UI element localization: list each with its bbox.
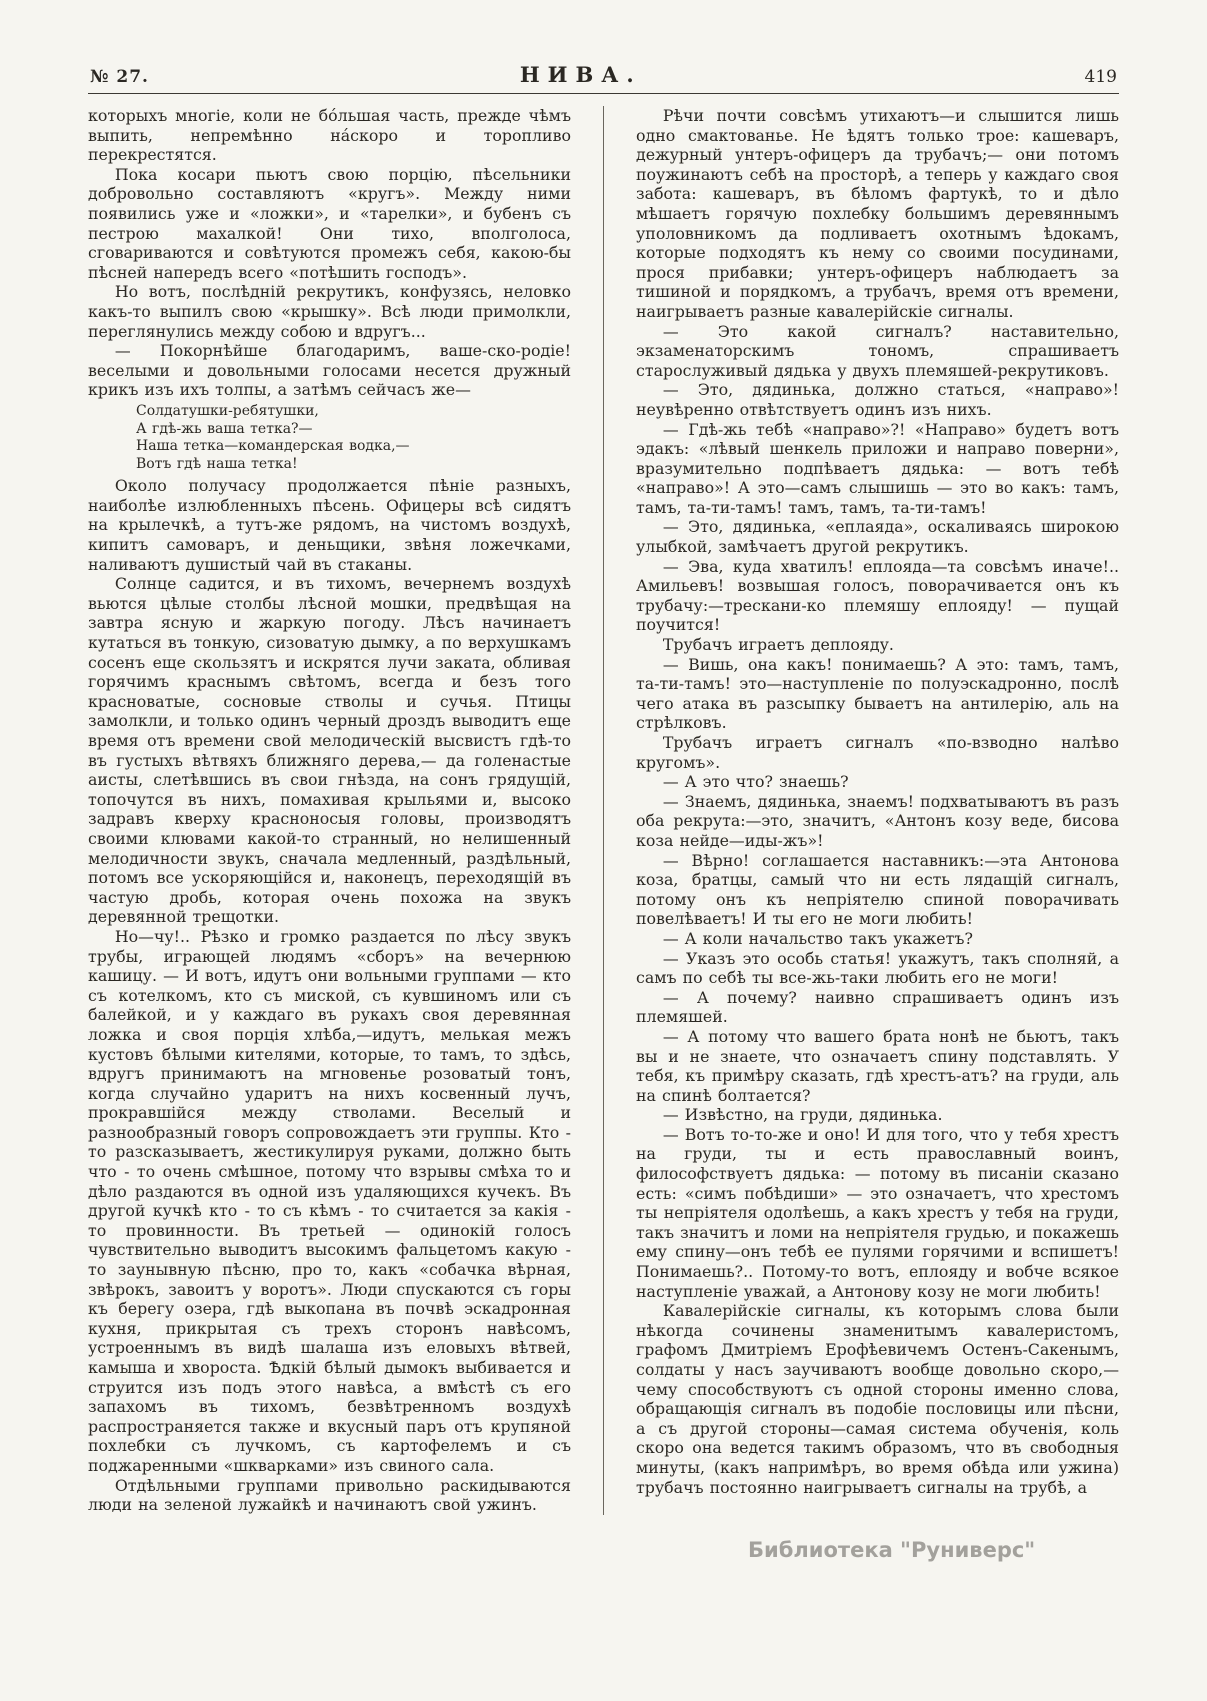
paragraph: Трубачъ играетъ сигналъ «по-взводно налѣво кругомъ».	[636, 733, 1119, 772]
paragraph: — Вотъ то-то-же и оно! И для того, что у тебя хрестъ на груди, ты и есть православный воинъ, философствуетъ дядька: — потому въ писаніи сказано есть: «симъ побѣдиши» — это означаетъ, что хрестомъ ты непріятеля одолѣешь, а какъ хрестъ у тебя на груди, такъ значитъ и ломи на непріятеля грудью, и покажешь ему спину—онъ тебѣ ее пулями горячими и вспишетъ! Понимаешь?.. Потому-то вотъ, еплояду и вобче всякое наступленіе уважай, а Антонову козу не моги любить!	[636, 1124, 1119, 1301]
header-rule	[88, 93, 1119, 94]
page-number: 419	[1084, 67, 1117, 87]
paragraph: Пока косари пьютъ свою порцію, пѣсельники добровольно составляютъ «кругъ». Между ними появились уже и «ложки», и «тарелки», и бубенъ съ пестрою махалкой! Они тихо, вполголоса, сговариваются и совѣтуются промежъ себя, какою-бы пѣсней напередъ всего «потѣшить господъ».	[88, 164, 571, 282]
paragraph: которыхъ многіе, коли не бо́льшая часть, прежде чѣмъ выпить, непремѣнно на́скоро и торопливо перекрестятся.	[88, 106, 571, 165]
paragraph: — Извѣстно, на груди, дядинька.	[662, 1105, 943, 1125]
paragraph: Но вотъ, послѣдній рекрутикъ, конфузясь, неловко какъ-то выпилъ свою «крышку». Всѣ люди примолкли, переглянулись между собою и вдругъ...	[88, 282, 571, 341]
left-column	[88, 106, 571, 1515]
paragraph: Солнце садится, и въ тихомъ, вечернемъ воздухѣ вьются цѣлые столбы лѣсной мошки, предвѣщая на завтра ясную и жаркую погоду. Лѣсъ начинаетъ кутаться въ тонкую, сизоватую дымку, а по верхушкамъ сосенъ еще скользятъ и искрятся лучи заката, обливая горячимъ краснымъ свѣтомъ, всегда и безъ того красноватые, сосновые стволы и сучья. Птицы замолкли, и только одинъ черный дроздъ выводитъ еще время отъ времени свой мелодическій высвистъ гдѣ-то въ густыхъ вѣтвяхъ ближняго дерева,— да голенастые аисты, слетѣвшись въ свои гнѣзда, на сонъ грядущій, топочутся въ нихъ, помахивая крыльями и, высоко задравъ кверху красноносыя головы, производятъ своими клювами какой-то странный, но нелишенный мелодичности звукъ, сначала медленный, раздѣльный, потомъ все ускоряющійся и, наконецъ, переходящій въ частую дробь, которая очень похожа на звукъ деревянной трещотки.	[88, 574, 571, 927]
text-columns	[88, 106, 1119, 1515]
paragraph: — А потому что вашего брата нонѣ не бьютъ, такъ вы и не знаете, что означаетъ спину подставлять. У тебя, къ примѣру сказать, гдѣ хрестъ-атъ? на груди, аль на спинѣ болтается?	[636, 1026, 1119, 1105]
paragraph: — Покорнѣйше благодаримъ, ваше-ско-родіе! веселыми и довольными голосами несется дружный крикъ изъ ихъ толпы, а затѣмъ сейчасъ же—	[88, 341, 571, 400]
verse-line: А гдѣ-жь ваша тетка?—	[136, 420, 313, 437]
column-divider	[603, 106, 604, 1515]
verse-line: Вотъ гдѣ наша тетка!	[136, 455, 298, 472]
verse-block	[136, 403, 571, 473]
paragraph: — Гдѣ-жь тебѣ «направо»?! «Направо» будетъ вотъ эдакъ: «лѣвый шенкель приложи и направо поверни», вразумительно подпѣваетъ дядька: — вотъ тебѣ «направо»! А это—самъ слышишь — это во какъ: тамъ, тамъ, та-ти-тамъ! тамъ, тамъ, та-ти-тамъ!	[636, 419, 1119, 517]
paragraph: — А коли начальство такъ укажетъ?	[662, 928, 973, 948]
paragraph: — А почему? наивно спрашиваетъ одинъ изъ племяшей.	[636, 987, 1119, 1027]
paragraph: — Это какой сигналъ? наставительно, экзаменаторскимъ тономъ, спрашиваетъ старослуживый дядька у двухъ племяшей-рекрутиковъ.	[636, 321, 1119, 380]
paragraph: — Указъ это особь статья! укажутъ, такъ сполняй, а самъ по себѣ ты все-жь-таки любить его не моги!	[636, 948, 1119, 988]
verse-line: Солдатушки-ребятушки,	[136, 402, 319, 419]
paragraph: Кавалерійскіе сигналы, къ которымъ слова были нѣкогда сочинены знаменитымъ кавалеристомъ, графомъ Дмитріемъ Ерофѣевичемъ Остенъ-Сакенымъ, солдаты у насъ заучиваютъ вообще довольно скоро,—чему способствуютъ съ одной стороны именно слова, обращающія сигналъ въ подобіе пословицы или пѣсни, а съ другой стороны—самая система обученія, коль скоро она ведется такимъ образомъ, что въ свободныя минуты, (какъ напримѣръ, во время обѣда или ужина) трубачъ постоянно наигрываетъ сигналы на трубѣ, а	[636, 1301, 1119, 1497]
paragraph: — Вѣрно! соглашается наставникъ:—эта Антонова коза, братцы, самый что ни есть лядащій сигналъ, потому онъ къ непріятелю спиной поворачивать повелѣваетъ! И ты его не моги любить!	[636, 850, 1119, 929]
magazine-title: НИВА.	[519, 62, 642, 87]
verse-line: Наша тетка—командерская водка,—	[136, 438, 410, 455]
page-header	[0, 0, 1207, 93]
paragraph: Около получасу продолжается пѣніе разныхъ, наиболѣе излюбленныхъ пѣсень. Офицеры всѣ сидятъ на крылечкѣ, а тутъ-же рядомъ, на чистомъ воздухѣ, кипитъ самоваръ, и деньщики, звѣня ложечками, наливаютъ душистый чай въ стаканы.	[88, 476, 571, 574]
paragraph: Трубачъ играетъ деплояду.	[662, 635, 894, 655]
paragraph: — Знаемъ, дядинька, знаемъ! подхватываютъ въ разъ оба рекрута:—это, значитъ, «Антонъ козу веде, бисова коза нейде—иды-жъ»!	[636, 791, 1119, 850]
paragraph: Но—чу!.. Рѣзко и громко раздается по лѣсу звукъ трубы, играющей людямъ «сборъ» на вечернюю кашицу. — И вотъ, идутъ они вольными группами — кто съ котелкомъ, кто съ миской, съ кувшиномъ или съ балейкой, и у каждаго въ рукахъ своя деревянная ложка и своя порція хлѣба,—идутъ, мелькая межъ кустовъ бѣлыми кителями, которые, то тамъ, то здѣсь, вдругъ принимаютъ на мгновенье розоватый тонъ, когда случайно ударитъ на нихъ косвенный лучъ, прокравшійся между стволами. Веселый и разнообразный говоръ сопровождаетъ эти группы. Кто - то разсказываетъ, жестикулируя руками, должно быть что - то очень смѣшное, потому что взрывы смѣха то и дѣло раздаются въ одной изъ удаляющихся кучекъ. Въ другой кучкѣ кто - то съ кѣмъ - то считается за какія - то провинности. Въ третьей — одинокій голосъ чувствительно выводитъ высокимъ фальцетомъ какую - то заунывную пѣсню, про то, какъ «собачка вѣрная, звѣрокъ, завоитъ у воротъ». Люди спускаются съ горы къ берегу озера, гдѣ выкопана въ почвѣ эскадронная кухня, прикрытая съ трехъ сторонъ навѣсомъ, устроеннымъ въ видѣ шалаша изъ еловыхъ вѣтвей, камыша и хвороста. Ѣдкій бѣлый дымокъ выбивается и струится изъ подъ этого навѣса, а вмѣстѣ съ его запахомъ въ тихомъ, безвѣтренномъ воздухѣ распространяется также и вкусный паръ отъ крупяной похлебки съ лучкомъ, съ картофелемъ и съ поджаренными «шкварками» изъ свиного сала.	[88, 926, 571, 1475]
right-column	[636, 106, 1119, 1515]
paragraph: Рѣчи почти совсѣмъ утихаютъ—и слышится лишь одно смактованье. Не ѣдятъ только трое: кашеваръ, дежурный унтеръ-офицеръ да трубачъ;— они потомъ поужинаютъ себѣ на просторѣ, а теперь у каждаго своя забота: кашеваръ, въ бѣломъ фартукѣ, то и дѣло мѣшаетъ горячую похлебку большимъ деревяннымъ уполовникомъ да подливаетъ охотнымъ ѣдокамъ, которые подходятъ къ нему со своими посудинами, прося прибавки; унтеръ-офицеръ наблюдаетъ за тишиной и порядкомъ, а трубачъ, время отъ времени, наигрываетъ разные кавалерійскіе сигналы.	[636, 106, 1119, 321]
paragraph: — Вишь, она какъ! понимаешь? А это: тамъ, тамъ, та-ти-тамъ! это—наступленіе по полуэскадронно, послѣ чего атака въ разсыпку бываетъ на антилерію, аль на стрѣлковъ.	[636, 654, 1119, 733]
paragraph: — А это что? знаешь?	[662, 772, 849, 792]
watermark: Библиотека "Руниверс"	[748, 1538, 1036, 1562]
paragraph: — Это, дядинька, должно статься, «направо»! неувѣренно отвѣтствуетъ одинъ изъ нихъ.	[636, 380, 1119, 419]
paragraph: — Эва, куда хватилъ! еплояда—та совсѣмъ иначе!.. Амильевъ! возвышая голосъ, поворачивается онъ къ трубачу:—трескани-ко племяшу еплояду! — пущай поучится!	[636, 556, 1119, 635]
paragraph: — Это, дядинька, «еплаяда», оскаливаясь широкою улыбкой, замѣчаетъ другой рекрутикъ.	[636, 517, 1119, 557]
issue-number: № 27.	[90, 67, 149, 87]
paragraph: Отдѣльными группами привольно раскидываются люди на зеленой лужайкѣ и начинаютъ свой ужинъ.	[88, 1475, 571, 1515]
